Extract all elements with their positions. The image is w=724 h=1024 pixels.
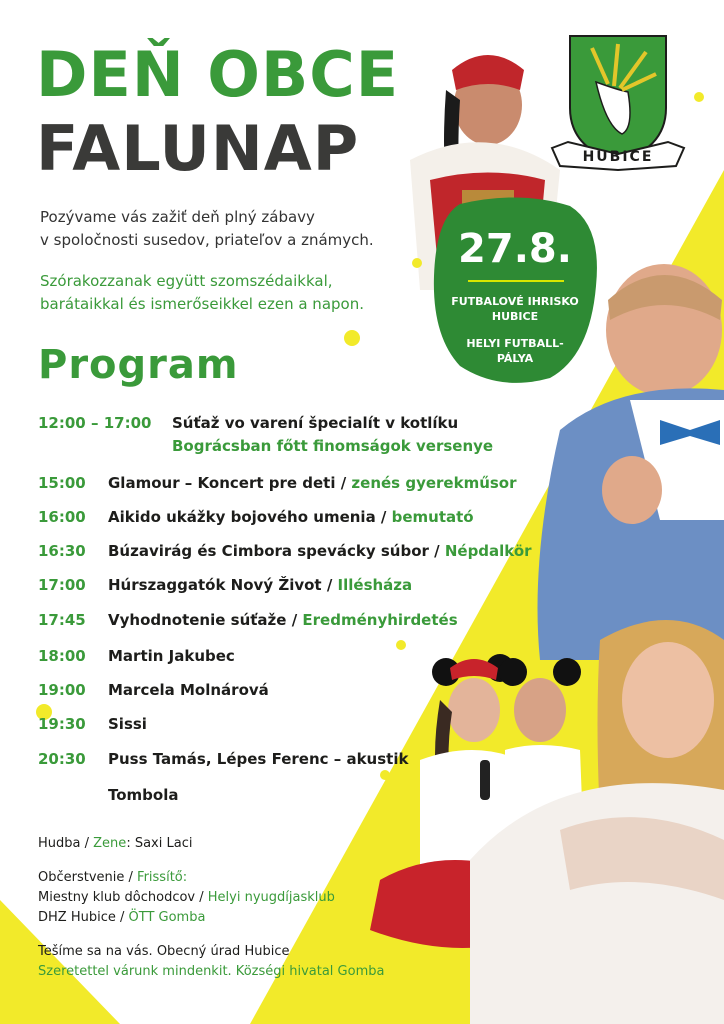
schedule-item-hu: Eredményhirdetés [302, 611, 458, 629]
decorative-dot [694, 92, 704, 102]
schedule-item: Martin Jakubec [108, 647, 235, 665]
schedule-item: Puss Tamás, Lépes Ferenc – akustik [108, 750, 409, 768]
credit-sk: Občerstvenie [38, 870, 125, 885]
schedule-separator: / [335, 474, 352, 492]
event-date: 27.8. [458, 226, 572, 272]
date-divider [468, 280, 564, 282]
credit-separator: / [115, 910, 129, 925]
schedule-separator: / [286, 611, 303, 629]
schedule-item-sk: Glamour – Koncert pre deti [108, 474, 336, 492]
schedule-time: 16:30 [38, 542, 86, 560]
schedule-time: 18:00 [38, 647, 86, 665]
credit-sk: DHZ Hubice [38, 910, 116, 925]
venue-hu [430, 336, 600, 366]
venue-line: HUBICE [491, 310, 539, 323]
schedule-item [108, 474, 517, 492]
credit-separator: / [195, 890, 208, 905]
venue-line: PÁLYA [496, 352, 534, 365]
intro-hu-line: barátaikkal és ismerőseikkel ezen a napon. [40, 295, 364, 313]
poster-title-sk: DEŇ OBCE [36, 38, 400, 111]
intro-hu-line: Szórakozzanak együtt szomszédaikkal, [40, 272, 333, 290]
venue-line: HELYI FUTBALL- [466, 337, 564, 350]
schedule-separator: / [321, 576, 338, 594]
credit-hu: Zene [93, 836, 127, 851]
schedule-item: Tombola [108, 786, 179, 804]
schedule-item-sk: Húrszaggatók Nový Život [108, 576, 322, 594]
schedule-item-sk: Búzavirág és Cimbora spevácky súbor [108, 542, 429, 560]
decorative-dot [380, 770, 390, 780]
credit-hu: ÖTT Gomba [128, 910, 206, 925]
schedule-item: Sissi [108, 715, 147, 733]
intro-hu [40, 270, 420, 316]
schedule-item [108, 542, 532, 560]
credit-separator: / [80, 836, 94, 851]
crest-label: HUBICE [582, 149, 654, 165]
venue-line: FUTBALOVÉ IHRISKO [451, 295, 579, 308]
schedule-item-hu: Illésháza [337, 576, 413, 594]
schedule-item: Marcela Molnárová [108, 681, 269, 699]
intro-sk-line: Pozývame vás zažiť deň plný zábavy [40, 208, 315, 226]
schedule-item-sk: Vyhodnotenie súťaže [108, 611, 287, 629]
schedule-time: 17:45 [38, 611, 86, 629]
poster-title-hu: FALUNAP [36, 112, 360, 185]
schedule-item-hu: zenés gyerekműsor [351, 474, 517, 492]
schedule-time: 16:00 [38, 508, 86, 526]
venue-sk [430, 294, 600, 324]
intro-sk [40, 206, 420, 252]
schedule-item-hu: Bográcsban főtt finomságok versenye [172, 437, 494, 455]
schedule-item-hu: Népdalkör [444, 542, 532, 560]
intro-sk-line: v spoločnosti susedov, priateľov a známych. [40, 231, 374, 249]
schedule-time: 12:00 – 17:00 [38, 414, 152, 432]
decorative-dot [344, 330, 360, 346]
schedule-time: 19:00 [38, 681, 86, 699]
schedule-item-sk: Aikido ukážky bojového umenia [108, 508, 376, 526]
program-heading: Program [38, 342, 239, 388]
closing-hu: Szeretettel várunk mindenkit. Községi hivatal Gomba [38, 964, 385, 979]
schedule-item [108, 611, 458, 629]
credit-separator: / [124, 870, 138, 885]
schedule-item: Súťaž vo varení špecialít v kotlíku [172, 414, 459, 432]
decorative-dot [412, 258, 422, 268]
credit-sk: Hudba [38, 836, 81, 851]
schedule-item-hu: bemutató [391, 508, 474, 526]
schedule-time: 15:00 [38, 474, 86, 492]
schedule-time: 17:00 [38, 576, 86, 594]
closing-sk: Tešíme sa na vás. Obecný úrad Hubice [38, 944, 290, 959]
credit-sk: Miestny klub dôchodcov [38, 890, 196, 905]
schedule-time: 19:30 [38, 715, 86, 733]
refreshments-credit [38, 868, 335, 928]
credit-hu: Frissítő: [137, 870, 188, 885]
credit-hu: Helyi nyugdíjasklub [207, 890, 335, 905]
schedule-item [108, 508, 474, 526]
decorative-dot [396, 640, 406, 650]
music-credit [38, 834, 192, 854]
closing-note [38, 942, 384, 982]
schedule-item [108, 576, 412, 594]
schedule-time: 20:30 [38, 750, 86, 768]
schedule-separator: / [428, 542, 445, 560]
credit-value: : Saxi Laci [126, 836, 193, 851]
schedule-separator: / [375, 508, 392, 526]
